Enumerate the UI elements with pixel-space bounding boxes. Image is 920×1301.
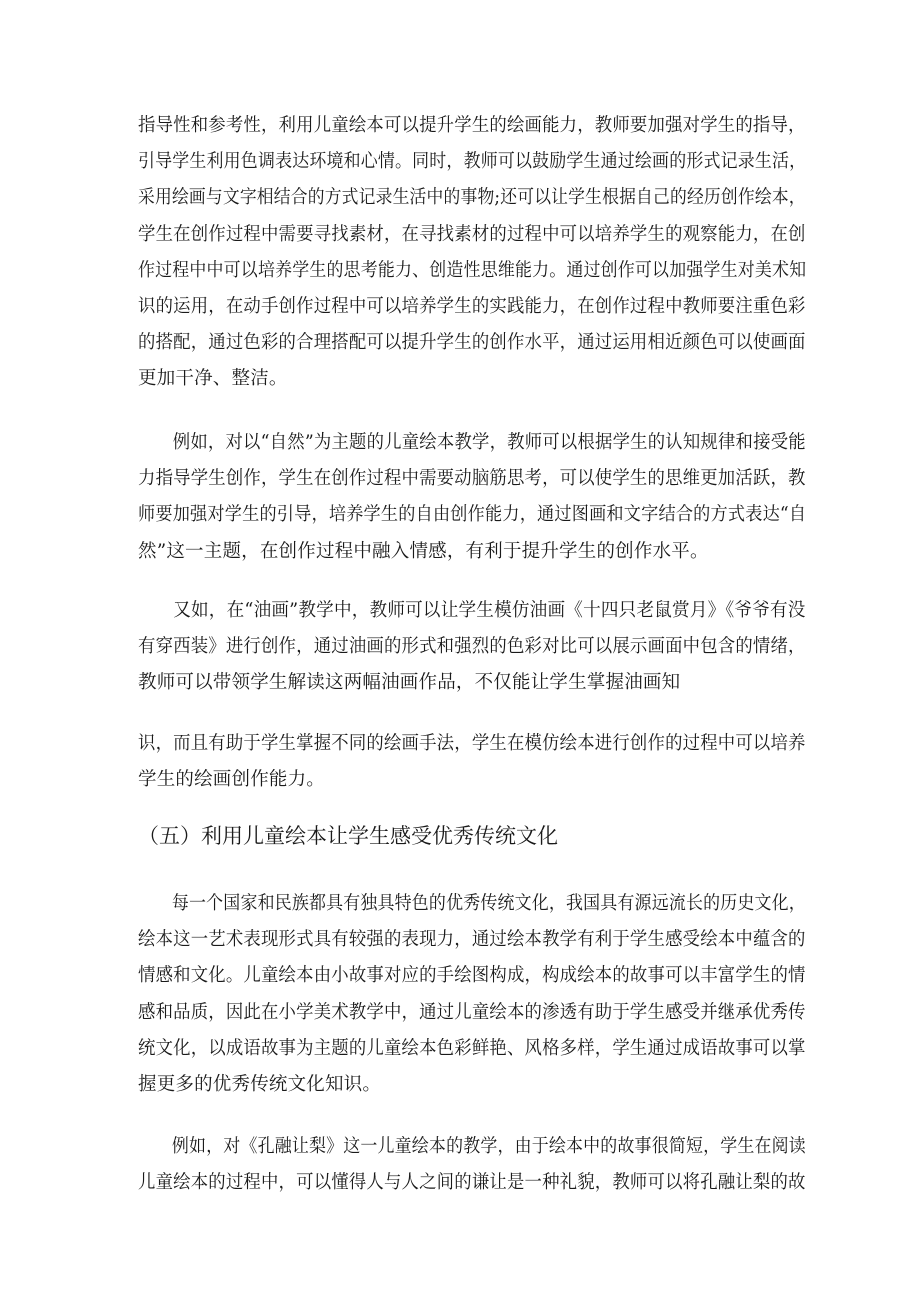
text-line: 有穿西装》进行创作，通过油画的形式和强烈的色彩对比可以展示画面中包含的情绪， xyxy=(138,636,806,658)
text-line: 然”这一主题，在创作过程中融入情感，有利于提升学生的创作水平。 xyxy=(138,540,709,562)
text-line: 识的运用，在动手创作过程中可以培养学生的实践能力，在创作过程中教师要注重色彩 xyxy=(138,296,806,318)
text-line: 学生的绘画创作能力。 xyxy=(138,769,326,791)
text-line: 统文化，以成语故事为主题的儿童绘本色彩鲜艳、风格多样，学生通过成语故事可以掌 xyxy=(138,1037,806,1059)
text-line: 例如，对《孔融让梨》这一儿童绘本的教学，由于绘本中的故事很简短，学生在阅读 xyxy=(171,1136,806,1157)
text-line: 例如，对以“自然”为主题的儿童绘本教学，教师可以根据学生的认知规律和接受能 xyxy=(172,432,806,453)
paragraph-4 xyxy=(138,726,806,798)
text-line: 每一个国家和民族都具有独具特色的优秀传统文化，我国具有源远流长的历史文化， xyxy=(171,893,806,914)
paragraph-1 xyxy=(138,108,806,398)
text-line: 儿童绘本的过程中，可以懂得人与人之间的谦让是一种礼貌，教师可以将孔融让梨的故 xyxy=(138,1172,806,1194)
text-line: 师要加强对学生的引导，培养学生的自由创作能力，通过图画和文字结合的方式表达“自 xyxy=(138,504,807,526)
text-line: 情感和文化。儿童绘本由小故事对应的手绘图构成，构成绘本的故事可以丰富学生的情 xyxy=(138,965,806,987)
text-line: 的搭配，通过色彩的合理搭配可以提升学生的创作水平，通过运用相近颜色可以使画面 xyxy=(138,332,806,354)
text-line: 绘本这一艺术表现形式具有较强的表现力，通过绘本教学有利于学生感受绘本中蕴含的 xyxy=(138,929,806,951)
text-line: 识，而且有助于学生掌握不同的绘画手法，学生在模仿绘本进行创作的过程中可以培养 xyxy=(138,733,806,754)
text-line: 力指导学生创作，学生在创作过程中需要动脑筋思考，可以使学生的思维更加活跃，教 xyxy=(138,468,806,490)
text-line: 指导性和参考性，利用儿童绘本可以提升学生的绘画能力，教师要加强对学生的指导， xyxy=(138,115,806,136)
text-line: 引导学生利用色调表达环境和心情。同时，教师可以鼓励学生通过绘画的形式记录生活， xyxy=(138,151,807,173)
text-line: 感和品质，因此在小学美术教学中，通过儿童绘本的渗透有助于学生感受并继承优秀传 xyxy=(138,1001,806,1023)
text-line: 学生在创作过程中需要寻找素材，在寻找素材的过程中可以培养学生的观察能力，在创 xyxy=(138,223,806,245)
paragraph-3 xyxy=(138,593,806,702)
text-line: 采用绘画与文字相结合的方式记录生活中的事物;还可以让学生根据自己的经历创作绘本， xyxy=(138,187,806,209)
text-line: 握更多的优秀传统文化知识。 xyxy=(138,1074,382,1096)
paragraph-2 xyxy=(138,425,806,570)
text-line: 教师可以带领学生解读这两幅油画作品，不仅能让学生掌握油画知 xyxy=(138,672,681,694)
text-line: 更加干净、整洁。 xyxy=(138,368,288,390)
paragraph-6 xyxy=(138,1129,806,1201)
paragraph-5 xyxy=(138,886,806,1103)
section-heading: （五）利用儿童绘本让学生感受优秀传统文化 xyxy=(138,824,558,848)
text-line: 作过程中中可以培养学生的思考能力、创造性思维能力。通过创作可以加强学生对美术知 xyxy=(138,259,807,281)
text-line: 又如，在“油画”教学中，教师可以让学生模仿油画《十四只老鼠赏月》《爷爷有没 xyxy=(173,600,806,621)
